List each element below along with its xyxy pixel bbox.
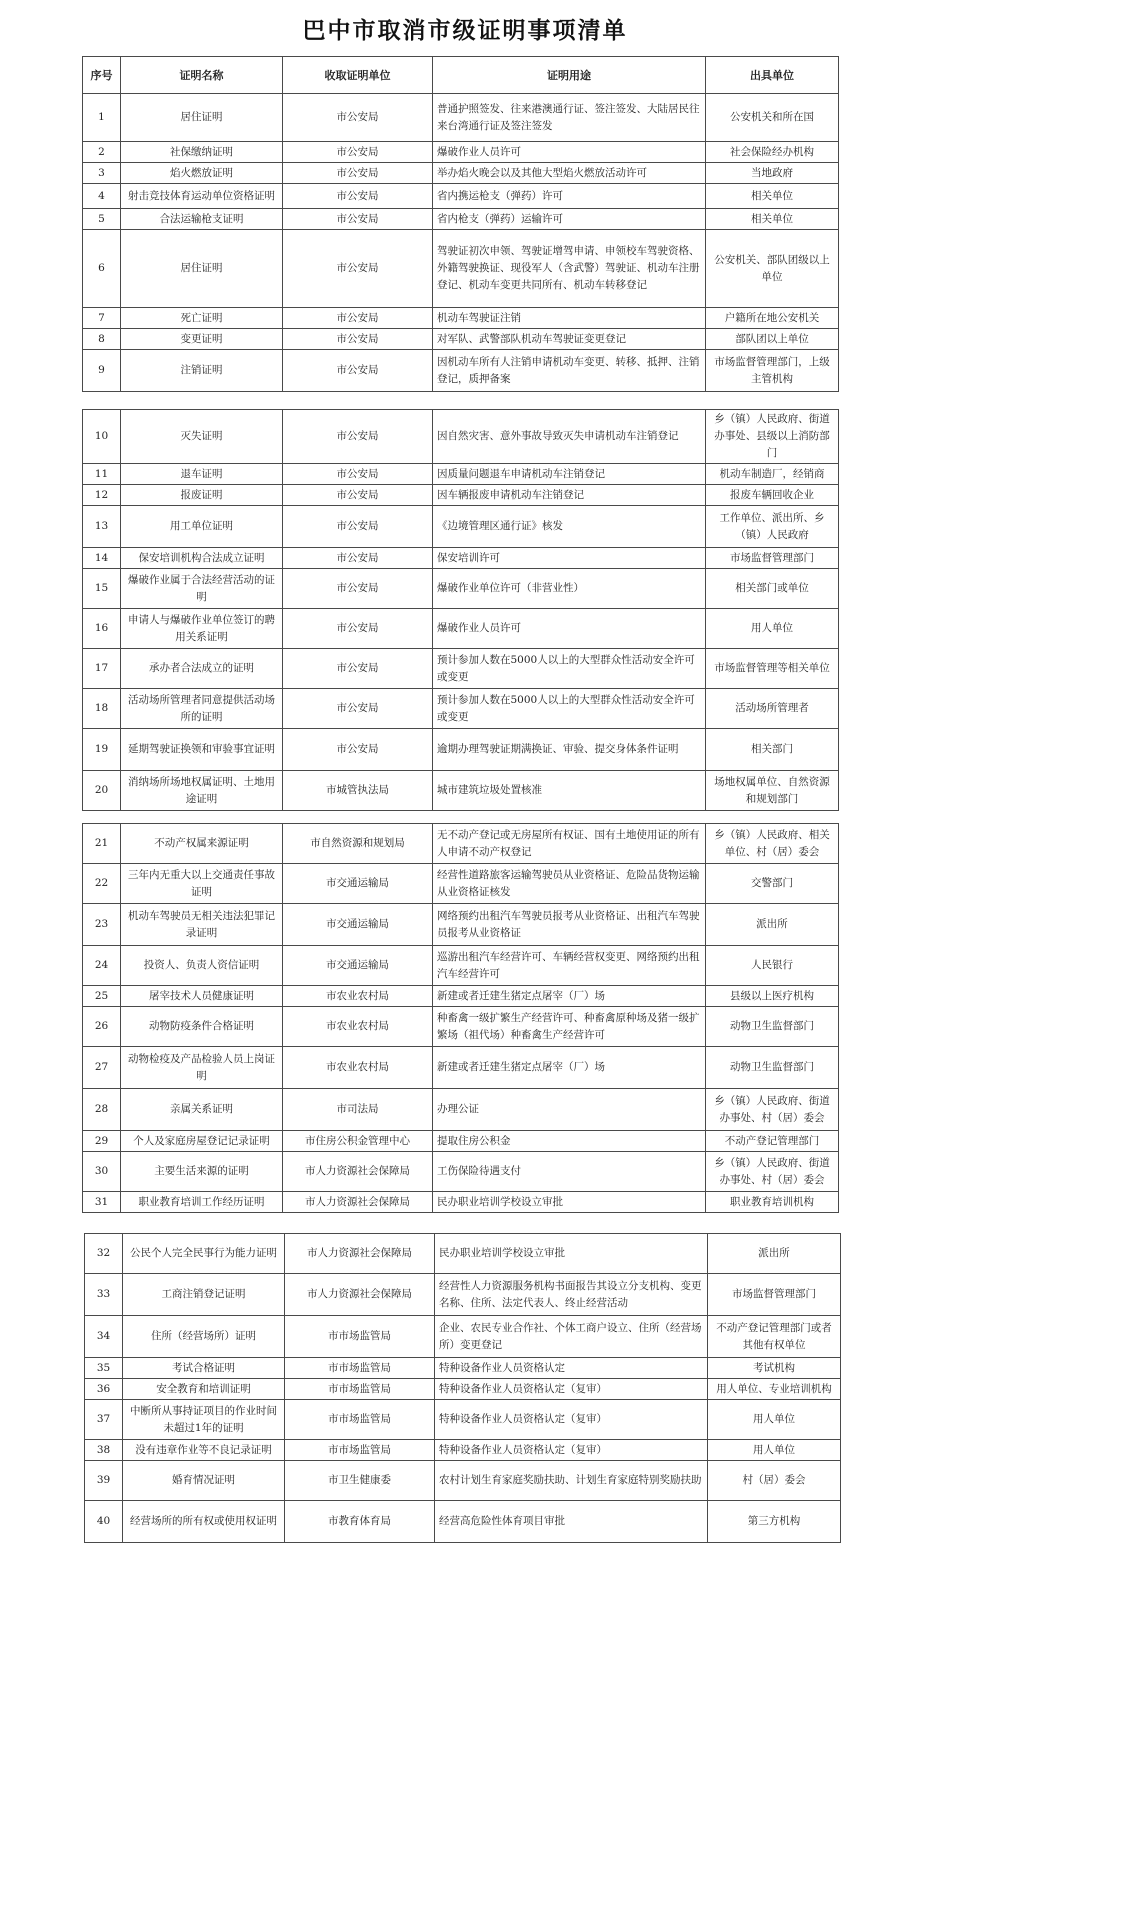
cell-issuer: 第三方机构 bbox=[708, 1501, 841, 1543]
cell-name: 申请人与爆破作业单位签订的聘用关系证明 bbox=[121, 609, 283, 649]
cell-issuer: 不动产登记管理部门 bbox=[706, 1131, 839, 1152]
cell-seq: 3 bbox=[83, 163, 121, 184]
table-row bbox=[83, 569, 839, 609]
page-title: 巴中市取消市级证明事项清单 bbox=[302, 17, 628, 44]
cell-seq: 1 bbox=[83, 94, 121, 142]
cell-issuer: 县级以上医疗机构 bbox=[706, 986, 839, 1007]
cell-name: 考试合格证明 bbox=[123, 1358, 285, 1379]
cell-name: 不动产权属来源证明 bbox=[121, 824, 283, 864]
cell-seq: 5 bbox=[83, 209, 121, 230]
cell-collector: 市公安局 bbox=[283, 506, 433, 548]
cell-name: 射击竞技体育运动单位资格证明 bbox=[121, 184, 283, 209]
cell-collector: 市农业农村局 bbox=[283, 1007, 433, 1047]
cell-collector: 市人力资源社会保障局 bbox=[283, 1152, 433, 1192]
header-collector: 收取证明单位 bbox=[283, 57, 433, 94]
cell-issuer: 乡（镇）人民政府、街道办事处、村（居）委会 bbox=[706, 1152, 839, 1192]
cell-seq: 19 bbox=[83, 729, 121, 771]
cell-issuer: 相关单位 bbox=[706, 184, 839, 209]
cell-seq: 4 bbox=[83, 184, 121, 209]
table-row bbox=[83, 308, 839, 329]
cell-issuer: 用人单位 bbox=[708, 1400, 841, 1440]
cell-name: 爆破作业属于合法经营活动的证明 bbox=[121, 569, 283, 609]
table-row bbox=[83, 94, 839, 142]
table-row bbox=[85, 1379, 841, 1400]
table-row bbox=[83, 729, 839, 771]
cell-issuer: 场地权属单位、自然资源和规划部门 bbox=[706, 771, 839, 811]
cell-collector: 市教育体育局 bbox=[285, 1501, 435, 1543]
cell-seq: 27 bbox=[83, 1047, 121, 1089]
cell-seq: 31 bbox=[83, 1192, 121, 1213]
cell-seq: 25 bbox=[83, 986, 121, 1007]
header-issuer: 出具单位 bbox=[706, 57, 839, 94]
cell-collector: 市人力资源社会保障局 bbox=[283, 1192, 433, 1213]
cell-issuer: 市场监督管理部门 bbox=[708, 1274, 841, 1316]
certificate-table-segment-4 bbox=[84, 1233, 841, 1543]
cell-purpose: 城市建筑垃圾处置核准 bbox=[433, 771, 706, 811]
table-row bbox=[83, 485, 839, 506]
table-row bbox=[83, 1047, 839, 1089]
table-row bbox=[85, 1316, 841, 1358]
cell-name: 报废证明 bbox=[121, 485, 283, 506]
cell-purpose: 经营高危险性体育项目审批 bbox=[435, 1501, 708, 1543]
cell-name: 社保缴纳证明 bbox=[121, 142, 283, 163]
cell-collector: 市自然资源和规划局 bbox=[283, 824, 433, 864]
cell-name: 保安培训机构合法成立证明 bbox=[121, 548, 283, 569]
cell-seq: 7 bbox=[83, 308, 121, 329]
table-row bbox=[83, 329, 839, 350]
cell-issuer: 派出所 bbox=[708, 1234, 841, 1274]
header-name: 证明名称 bbox=[121, 57, 283, 94]
cell-collector: 市市场监管局 bbox=[285, 1440, 435, 1461]
cell-seq: 9 bbox=[83, 350, 121, 392]
cell-seq: 37 bbox=[85, 1400, 123, 1440]
cell-issuer: 公安机关和所在国 bbox=[706, 94, 839, 142]
cell-issuer: 机动车制造厂，经销商 bbox=[706, 464, 839, 485]
cell-issuer: 相关部门或单位 bbox=[706, 569, 839, 609]
cell-seq: 26 bbox=[83, 1007, 121, 1047]
cell-purpose: 爆破作业人员许可 bbox=[433, 609, 706, 649]
cell-collector: 市市场监管局 bbox=[285, 1358, 435, 1379]
cell-name: 变更证明 bbox=[121, 329, 283, 350]
table-row bbox=[83, 689, 839, 729]
cell-seq: 35 bbox=[85, 1358, 123, 1379]
cell-collector: 市市场监管局 bbox=[285, 1400, 435, 1440]
cell-seq: 11 bbox=[83, 464, 121, 485]
cell-name: 亲属关系证明 bbox=[121, 1089, 283, 1131]
cell-seq: 8 bbox=[83, 329, 121, 350]
cell-seq: 30 bbox=[83, 1152, 121, 1192]
cell-seq: 15 bbox=[83, 569, 121, 609]
cell-name: 三年内无重大以上交通责任事故证明 bbox=[121, 864, 283, 904]
cell-name: 职业教育培训工作经历证明 bbox=[121, 1192, 283, 1213]
table-row bbox=[83, 1131, 839, 1152]
cell-seq: 2 bbox=[83, 142, 121, 163]
cell-collector: 市交通运输局 bbox=[283, 864, 433, 904]
cell-purpose: 保安培训许可 bbox=[433, 548, 706, 569]
cell-name: 消纳场所场地权属证明、土地用途证明 bbox=[121, 771, 283, 811]
table-row bbox=[83, 824, 839, 864]
cell-name: 注销证明 bbox=[121, 350, 283, 392]
cell-issuer: 动物卫生监督部门 bbox=[706, 1047, 839, 1089]
cell-purpose: 企业、农民专业合作社、个体工商户设立、住所（经营场所）变更登记 bbox=[435, 1316, 708, 1358]
cell-collector: 市公安局 bbox=[283, 308, 433, 329]
cell-issuer: 交警部门 bbox=[706, 864, 839, 904]
cell-purpose: 办理公证 bbox=[433, 1089, 706, 1131]
cell-purpose: 经营性道路旅客运输驾驶员从业资格证、危险品货物运输从业资格证核发 bbox=[433, 864, 706, 904]
certificate-table-segment-2 bbox=[82, 409, 839, 811]
cell-seq: 40 bbox=[85, 1501, 123, 1543]
cell-collector: 市交通运输局 bbox=[283, 904, 433, 946]
cell-issuer: 职业教育培训机构 bbox=[706, 1192, 839, 1213]
table-row bbox=[83, 230, 839, 308]
table-row bbox=[83, 946, 839, 986]
cell-collector: 市农业农村局 bbox=[283, 1047, 433, 1089]
cell-purpose: 普通护照签发、往来港澳通行证、签注签发、大陆居民往来台湾通行证及签注签发 bbox=[433, 94, 706, 142]
cell-purpose: 驾驶证初次申领、驾驶证增驾申请、申领校车驾驶资格、外籍驾驶换证、现役军人（含武警）驾驶证、机动车注册登记、机动车变更共同所有、机动车转移登记 bbox=[433, 230, 706, 308]
cell-name: 公民个人完全民事行为能力证明 bbox=[123, 1234, 285, 1274]
table-row bbox=[83, 1192, 839, 1213]
cell-collector: 市公安局 bbox=[283, 142, 433, 163]
cell-name: 延期驾驶证换领和审验事宜证明 bbox=[121, 729, 283, 771]
cell-collector: 市城管执法局 bbox=[283, 771, 433, 811]
table-row bbox=[83, 209, 839, 230]
cell-name: 退车证明 bbox=[121, 464, 283, 485]
cell-seq: 39 bbox=[85, 1461, 123, 1501]
cell-name: 用工单位证明 bbox=[121, 506, 283, 548]
table-row bbox=[83, 548, 839, 569]
cell-purpose: 爆破作业人员许可 bbox=[433, 142, 706, 163]
cell-purpose: 巡游出租汽车经营许可、车辆经营权变更、网络预约出租汽车经营许可 bbox=[433, 946, 706, 986]
certificate-table-segment-3 bbox=[82, 823, 839, 1213]
cell-seq: 24 bbox=[83, 946, 121, 986]
table-row bbox=[83, 506, 839, 548]
cell-issuer: 市场监督管理部门，上级主管机构 bbox=[706, 350, 839, 392]
cell-purpose: 特种设备作业人员资格认定（复审） bbox=[435, 1379, 708, 1400]
cell-purpose: 爆破作业单位许可（非营业性） bbox=[433, 569, 706, 609]
cell-seq: 34 bbox=[85, 1316, 123, 1358]
cell-collector: 市公安局 bbox=[283, 209, 433, 230]
cell-collector: 市公安局 bbox=[283, 329, 433, 350]
cell-collector: 市公安局 bbox=[283, 410, 433, 464]
cell-purpose: 《边境管理区通行证》核发 bbox=[433, 506, 706, 548]
cell-collector: 市住房公积金管理中心 bbox=[283, 1131, 433, 1152]
table-row bbox=[83, 986, 839, 1007]
cell-name: 居住证明 bbox=[121, 94, 283, 142]
cell-name: 经营场所的所有权或使用权证明 bbox=[123, 1501, 285, 1543]
cell-issuer: 户籍所在地公安机关 bbox=[706, 308, 839, 329]
table-row bbox=[83, 771, 839, 811]
cell-seq: 16 bbox=[83, 609, 121, 649]
cell-collector: 市公安局 bbox=[283, 569, 433, 609]
table-row bbox=[83, 184, 839, 209]
table-row bbox=[85, 1440, 841, 1461]
cell-purpose: 提取住房公积金 bbox=[433, 1131, 706, 1152]
cell-name: 死亡证明 bbox=[121, 308, 283, 329]
cell-collector: 市公安局 bbox=[283, 649, 433, 689]
cell-seq: 32 bbox=[85, 1234, 123, 1274]
cell-collector: 市市场监管局 bbox=[285, 1379, 435, 1400]
cell-name: 住所（经营场所）证明 bbox=[123, 1316, 285, 1358]
cell-name: 中断所从事持证项目的作业时间未超过1年的证明 bbox=[123, 1400, 285, 1440]
cell-purpose: 新建或者迁建生猪定点屠宰（厂）场 bbox=[433, 1047, 706, 1089]
cell-name: 屠宰技术人员健康证明 bbox=[121, 986, 283, 1007]
cell-seq: 29 bbox=[83, 1131, 121, 1152]
cell-seq: 28 bbox=[83, 1089, 121, 1131]
cell-issuer: 用人单位 bbox=[708, 1440, 841, 1461]
cell-purpose: 举办焰火晚会以及其他大型焰火燃放活动许可 bbox=[433, 163, 706, 184]
table-row bbox=[83, 464, 839, 485]
cell-purpose: 民办职业培训学校设立审批 bbox=[433, 1192, 706, 1213]
cell-collector: 市公安局 bbox=[283, 485, 433, 506]
cell-purpose: 因车辆报废申请机动车注销登记 bbox=[433, 485, 706, 506]
cell-issuer: 村（居）委会 bbox=[708, 1461, 841, 1501]
cell-name: 活动场所管理者同意提供活动场所的证明 bbox=[121, 689, 283, 729]
cell-issuer: 市场监督管理部门 bbox=[706, 548, 839, 569]
cell-purpose: 种畜禽一级扩繁生产经营许可、种畜禽原种场及猪一级扩繁场（祖代场）种畜禽生产经营许可 bbox=[433, 1007, 706, 1047]
cell-issuer: 用人单位 bbox=[706, 609, 839, 649]
cell-seq: 33 bbox=[85, 1274, 123, 1316]
cell-purpose: 因质量问题退车申请机动车注销登记 bbox=[433, 464, 706, 485]
table-row bbox=[83, 410, 839, 464]
table-row bbox=[85, 1461, 841, 1501]
cell-name: 焰火燃放证明 bbox=[121, 163, 283, 184]
cell-issuer: 考试机构 bbox=[708, 1358, 841, 1379]
cell-purpose: 预计参加人数在5000人以上的大型群众性活动安全许可或变更 bbox=[433, 689, 706, 729]
cell-issuer: 社会保险经办机构 bbox=[706, 142, 839, 163]
cell-purpose: 农村计划生育家庭奖励扶助、计划生育家庭特别奖励扶助 bbox=[435, 1461, 708, 1501]
cell-collector: 市公安局 bbox=[283, 94, 433, 142]
cell-issuer: 活动场所管理者 bbox=[706, 689, 839, 729]
cell-purpose: 无不动产登记或无房屋所有权证、国有土地使用证的所有人申请不动产权登记 bbox=[433, 824, 706, 864]
table-row bbox=[83, 1007, 839, 1047]
cell-name: 动物防疫条件合格证明 bbox=[121, 1007, 283, 1047]
table-row bbox=[83, 1152, 839, 1192]
cell-collector: 市人力资源社会保障局 bbox=[285, 1234, 435, 1274]
table-row bbox=[85, 1501, 841, 1543]
cell-issuer: 当地政府 bbox=[706, 163, 839, 184]
cell-seq: 21 bbox=[83, 824, 121, 864]
cell-purpose: 因自然灾害、意外事故导致灭失申请机动车注销登记 bbox=[433, 410, 706, 464]
cell-purpose: 省内携运枪支（弹药）许可 bbox=[433, 184, 706, 209]
cell-issuer: 部队团以上单位 bbox=[706, 329, 839, 350]
cell-issuer: 公安机关、部队团级以上单位 bbox=[706, 230, 839, 308]
cell-name: 合法运输枪支证明 bbox=[121, 209, 283, 230]
cell-issuer: 市场监督管理等相关单位 bbox=[706, 649, 839, 689]
table-row bbox=[83, 609, 839, 649]
certificate-table-segment-1 bbox=[82, 56, 839, 392]
cell-purpose: 经营性人力资源服务机构书面报告其设立分支机构、变更名称、住所、法定代表人、终止经营活动 bbox=[435, 1274, 708, 1316]
table-row bbox=[85, 1274, 841, 1316]
cell-name: 投资人、负责人资信证明 bbox=[121, 946, 283, 986]
cell-seq: 13 bbox=[83, 506, 121, 548]
cell-purpose: 民办职业培训学校设立审批 bbox=[435, 1234, 708, 1274]
cell-issuer: 相关部门 bbox=[706, 729, 839, 771]
cell-issuer: 报废车辆回收企业 bbox=[706, 485, 839, 506]
cell-name: 主要生活来源的证明 bbox=[121, 1152, 283, 1192]
cell-collector: 市交通运输局 bbox=[283, 946, 433, 986]
table-row bbox=[83, 1089, 839, 1131]
cell-collector: 市公安局 bbox=[283, 230, 433, 308]
cell-purpose: 特种设备作业人员资格认定（复审） bbox=[435, 1440, 708, 1461]
cell-name: 没有违章作业等不良记录证明 bbox=[123, 1440, 285, 1461]
cell-collector: 市公安局 bbox=[283, 464, 433, 485]
cell-collector: 市公安局 bbox=[283, 548, 433, 569]
table-row bbox=[85, 1358, 841, 1379]
cell-seq: 6 bbox=[83, 230, 121, 308]
cell-collector: 市公安局 bbox=[283, 689, 433, 729]
cell-issuer: 乡（镇）人民政府、街道办事处、村（居）委会 bbox=[706, 1089, 839, 1131]
cell-purpose: 工伤保险待遇支付 bbox=[433, 1152, 706, 1192]
cell-collector: 市人力资源社会保障局 bbox=[285, 1274, 435, 1316]
cell-collector: 市公安局 bbox=[283, 163, 433, 184]
header-purpose: 证明用途 bbox=[433, 57, 706, 94]
cell-seq: 18 bbox=[83, 689, 121, 729]
cell-seq: 38 bbox=[85, 1440, 123, 1461]
header-seq: 序号 bbox=[83, 57, 121, 94]
cell-name: 安全教育和培训证明 bbox=[123, 1379, 285, 1400]
cell-name: 动物检疫及产品检验人员上岗证明 bbox=[121, 1047, 283, 1089]
table-row bbox=[83, 864, 839, 904]
table-row bbox=[83, 904, 839, 946]
cell-purpose: 新建或者迁建生猪定点屠宰（厂）场 bbox=[433, 986, 706, 1007]
cell-collector: 市卫生健康委 bbox=[285, 1461, 435, 1501]
cell-issuer: 乡（镇）人民政府、街道办事处、县级以上消防部门 bbox=[706, 410, 839, 464]
cell-collector: 市公安局 bbox=[283, 729, 433, 771]
cell-name: 个人及家庭房屋登记记录证明 bbox=[121, 1131, 283, 1152]
cell-name: 机动车驾驶员无相关违法犯罪记录证明 bbox=[121, 904, 283, 946]
cell-seq: 36 bbox=[85, 1379, 123, 1400]
cell-name: 承办者合法成立的证明 bbox=[121, 649, 283, 689]
table-row bbox=[83, 142, 839, 163]
table-row bbox=[83, 649, 839, 689]
cell-seq: 20 bbox=[83, 771, 121, 811]
cell-collector: 市市场监管局 bbox=[285, 1316, 435, 1358]
cell-seq: 17 bbox=[83, 649, 121, 689]
cell-issuer: 用人单位、专业培训机构 bbox=[708, 1379, 841, 1400]
cell-issuer: 动物卫生监督部门 bbox=[706, 1007, 839, 1047]
cell-issuer: 人民银行 bbox=[706, 946, 839, 986]
cell-purpose: 因机动车所有人注销申请机动车变更、转移、抵押、注销登记，质押备案 bbox=[433, 350, 706, 392]
cell-issuer: 不动产登记管理部门或者其他有权单位 bbox=[708, 1316, 841, 1358]
cell-name: 灭失证明 bbox=[121, 410, 283, 464]
table-header-row bbox=[83, 57, 839, 94]
cell-purpose: 预计参加人数在5000人以上的大型群众性活动安全许可或变更 bbox=[433, 649, 706, 689]
cell-purpose: 省内枪支（弹药）运输许可 bbox=[433, 209, 706, 230]
cell-collector: 市公安局 bbox=[283, 350, 433, 392]
cell-seq: 12 bbox=[83, 485, 121, 506]
cell-issuer: 派出所 bbox=[706, 904, 839, 946]
cell-issuer: 乡（镇）人民政府、相关单位、村（居）委会 bbox=[706, 824, 839, 864]
cell-seq: 22 bbox=[83, 864, 121, 904]
table-row bbox=[85, 1400, 841, 1440]
cell-purpose: 对军队、武警部队机动车驾驶证变更登记 bbox=[433, 329, 706, 350]
cell-seq: 23 bbox=[83, 904, 121, 946]
cell-name: 婚育情况证明 bbox=[123, 1461, 285, 1501]
cell-collector: 市司法局 bbox=[283, 1089, 433, 1131]
cell-collector: 市公安局 bbox=[283, 609, 433, 649]
cell-collector: 市公安局 bbox=[283, 184, 433, 209]
cell-name: 工商注销登记证明 bbox=[123, 1274, 285, 1316]
table-row bbox=[83, 163, 839, 184]
table-row bbox=[85, 1234, 841, 1274]
table-row bbox=[83, 350, 839, 392]
cell-purpose: 逾期办理驾驶证期满换证、审验、提交身体条件证明 bbox=[433, 729, 706, 771]
cell-purpose: 特种设备作业人员资格认定 bbox=[435, 1358, 708, 1379]
cell-purpose: 机动车驾驶证注销 bbox=[433, 308, 706, 329]
cell-issuer: 相关单位 bbox=[706, 209, 839, 230]
cell-seq: 14 bbox=[83, 548, 121, 569]
cell-purpose: 特种设备作业人员资格认定（复审） bbox=[435, 1400, 708, 1440]
cell-name: 居住证明 bbox=[121, 230, 283, 308]
cell-issuer: 工作单位、派出所、乡（镇）人民政府 bbox=[706, 506, 839, 548]
cell-collector: 市农业农村局 bbox=[283, 986, 433, 1007]
cell-purpose: 网络预约出租汽车驾驶员报考从业资格证、出租汽车驾驶员报考从业资格证 bbox=[433, 904, 706, 946]
cell-seq: 10 bbox=[83, 410, 121, 464]
